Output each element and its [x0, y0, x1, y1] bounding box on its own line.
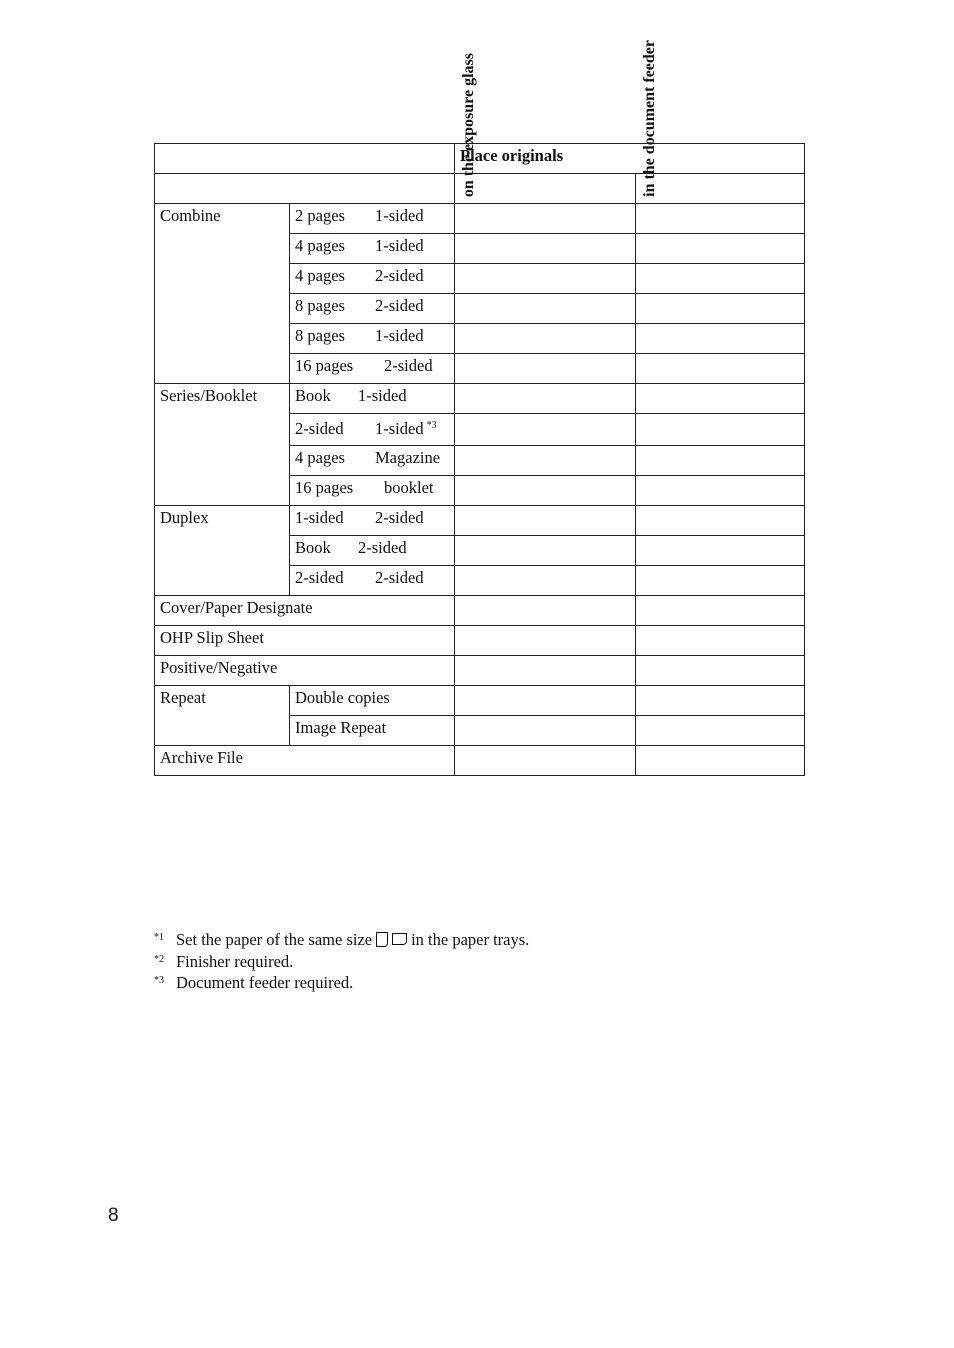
table-row — [155, 204, 805, 234]
header-row — [155, 144, 805, 174]
option-pages: 16 pages — [295, 478, 354, 497]
feeder-cell — [636, 536, 805, 566]
feeder-cell — [636, 746, 805, 776]
footnote-text-after: in the paper trays. — [411, 930, 530, 949]
option-cell — [290, 506, 455, 536]
table-row — [155, 626, 805, 656]
feeder-cell — [636, 506, 805, 536]
table-row — [155, 384, 805, 414]
glass-cell — [455, 264, 636, 294]
option-cell — [290, 476, 455, 506]
feeder-cell — [636, 566, 805, 596]
footnote-3 — [154, 974, 529, 996]
glass-cell — [455, 596, 636, 626]
option-to: 2-sided — [375, 508, 424, 527]
col-document-feeder-header — [636, 40, 805, 204]
option-sides: 2-sided — [375, 296, 424, 315]
option-cell — [290, 566, 455, 596]
paper-landscape-icon — [392, 933, 407, 945]
row-label-ohp-slip-sheet: OHP Slip Sheet — [155, 626, 455, 656]
feeder-cell — [636, 294, 805, 324]
glass-cell — [455, 686, 636, 716]
option-to: 2-sided — [358, 538, 407, 557]
feeder-cell — [636, 596, 805, 626]
footnotes — [154, 931, 529, 996]
footnote-2 — [154, 953, 529, 975]
footnote-mark: *2 — [154, 953, 164, 965]
glass-cell — [455, 446, 636, 476]
glass-cell — [455, 294, 636, 324]
option-sides: 2-sided — [375, 266, 424, 285]
row-label-cover-paper-designate: Cover/Paper Designate — [155, 596, 455, 626]
option-pages: 16 pages — [295, 356, 354, 375]
subheader-empty-cell — [155, 174, 455, 204]
header-empty-cell — [155, 144, 455, 174]
glass-cell — [455, 506, 636, 536]
col-document-feeder-label: in the document feeder — [641, 40, 658, 197]
option-cell — [290, 264, 455, 294]
option-cell — [290, 446, 455, 476]
option-sides: 2-sided — [384, 356, 433, 375]
option-cell: Double copies — [290, 686, 455, 716]
group-label-combine: Combine — [155, 204, 290, 384]
table-row — [155, 746, 805, 776]
option-cell — [290, 324, 455, 354]
option-sides: 1-sided — [375, 419, 424, 438]
option-cell — [290, 414, 455, 446]
option-from: 1-sided — [295, 508, 344, 527]
option-sides: 1-sided — [375, 236, 424, 255]
glass-cell — [455, 566, 636, 596]
option-pages: 4 pages — [295, 448, 345, 467]
option-cell — [290, 294, 455, 324]
compatibility-table-container — [154, 40, 804, 776]
option-mode: Book — [295, 386, 331, 405]
place-originals-heading: Place originals — [455, 144, 805, 174]
option-cell — [290, 204, 455, 234]
option-cell — [290, 536, 455, 566]
option-sides: 1-sided — [375, 206, 424, 225]
glass-cell — [455, 354, 636, 384]
glass-cell — [455, 414, 636, 446]
option-pages: 2 pages — [295, 206, 345, 225]
option-type: Magazine — [375, 448, 441, 467]
option-sides: 1-sided — [375, 326, 424, 345]
option-pages: 4 pages — [295, 236, 345, 255]
option-cell — [290, 354, 455, 384]
glass-cell — [455, 324, 636, 354]
option-mode: 2-sided — [295, 419, 344, 438]
table-row — [155, 656, 805, 686]
footnote-text-before: Set the paper of the same size — [176, 930, 373, 949]
feeder-cell — [636, 476, 805, 506]
subheader-row — [155, 174, 805, 204]
option-to: 2-sided — [375, 568, 424, 587]
group-label-series-booklet: Series/Booklet — [155, 384, 290, 506]
option-cell — [290, 384, 455, 414]
option-type: booklet — [384, 478, 434, 497]
feeder-cell — [636, 204, 805, 234]
feeder-cell — [636, 234, 805, 264]
feeder-cell — [636, 656, 805, 686]
row-label-positive-negative: Positive/Negative — [155, 656, 455, 686]
feeder-cell — [636, 324, 805, 354]
glass-cell — [455, 384, 636, 414]
feeder-cell — [636, 686, 805, 716]
feeder-cell — [636, 626, 805, 656]
glass-cell — [455, 204, 636, 234]
group-label-repeat: Repeat — [155, 686, 290, 746]
feeder-cell — [636, 716, 805, 746]
footnote-text: Finisher required. — [176, 951, 294, 971]
glass-cell — [455, 476, 636, 506]
table-row — [155, 506, 805, 536]
row-label-archive-file: Archive File — [155, 746, 455, 776]
table-row — [155, 596, 805, 626]
glass-cell — [455, 746, 636, 776]
footnote-text: Document feeder required. — [176, 973, 354, 992]
feeder-cell — [636, 384, 805, 414]
feeder-cell — [636, 414, 805, 446]
option-cell — [290, 234, 455, 264]
footnote-1 — [154, 931, 529, 953]
glass-cell — [455, 716, 636, 746]
option-pages: 4 pages — [295, 266, 345, 285]
footnote-ref: *3 — [426, 420, 437, 431]
feeder-cell — [636, 354, 805, 384]
paper-portrait-icon — [376, 932, 388, 947]
footnote-mark: *3 — [154, 975, 164, 986]
option-sides: 1-sided — [358, 386, 407, 405]
page-number: 8 — [108, 1205, 119, 1226]
glass-cell — [455, 536, 636, 566]
footnote-text — [176, 931, 529, 950]
col-exposure-glass-label: on the exposure glass — [460, 52, 477, 197]
option-from: 2-sided — [295, 568, 344, 587]
group-label-duplex: Duplex — [155, 506, 290, 596]
option-pages: 8 pages — [295, 326, 345, 345]
option-pages: 8 pages — [295, 296, 345, 315]
glass-cell — [455, 626, 636, 656]
glass-cell — [455, 656, 636, 686]
feeder-cell — [636, 446, 805, 476]
footnote-mark: *1 — [154, 932, 164, 943]
feeder-cell — [636, 264, 805, 294]
glass-cell — [455, 234, 636, 264]
table-row — [155, 686, 805, 716]
compatibility-table — [154, 40, 805, 776]
option-from: Book — [295, 538, 331, 557]
option-cell: Image Repeat — [290, 716, 455, 746]
